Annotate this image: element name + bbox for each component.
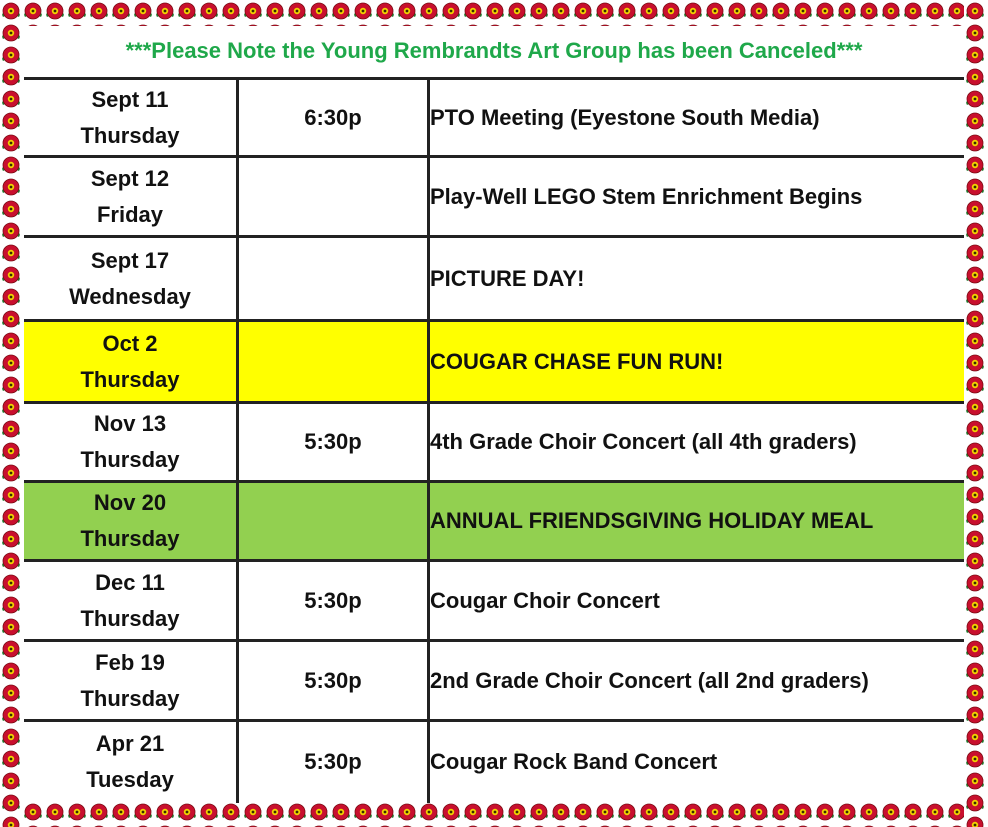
event-day: Thursday xyxy=(80,526,180,551)
event-date: Oct 2 xyxy=(102,330,158,356)
event-time xyxy=(238,321,429,403)
date-cell xyxy=(24,721,238,803)
event-date: Sept 12 xyxy=(90,165,170,191)
date-cell xyxy=(24,237,238,321)
date-cell xyxy=(24,482,238,561)
event-name: PTO Meeting (Eyestone South Media) xyxy=(429,79,965,157)
event-name: Play-Well LEGO Stem Enrichment Begins xyxy=(429,157,965,237)
event-time: 6:30p xyxy=(238,79,429,157)
table-row xyxy=(24,79,964,157)
event-date: Feb 19 xyxy=(95,649,165,675)
table-row xyxy=(24,403,964,482)
table-row xyxy=(24,237,964,321)
flower-border-bottom xyxy=(0,801,988,827)
event-time: 5:30p xyxy=(238,641,429,721)
red-flower-icon xyxy=(0,801,988,827)
date-cell xyxy=(24,641,238,721)
event-name: PICTURE DAY! xyxy=(429,237,965,321)
event-name: ANNUAL FRIENDSGIVING HOLIDAY MEAL xyxy=(429,482,965,561)
event-date: Nov 13 xyxy=(93,411,167,436)
date-cell xyxy=(24,403,238,482)
event-time xyxy=(238,237,429,321)
date-cell xyxy=(24,79,238,157)
event-day: Tuesday xyxy=(86,767,174,793)
event-date: Dec 11 xyxy=(95,569,165,595)
event-date: Sept 11 xyxy=(91,86,169,112)
red-flower-icon xyxy=(0,0,24,827)
table-row xyxy=(24,482,964,561)
event-time xyxy=(238,482,429,561)
flower-border-right xyxy=(964,0,988,827)
event-day: Thursday xyxy=(80,605,180,631)
date-cell xyxy=(24,157,238,237)
event-name: 4th Grade Choir Concert (all 4th graders) xyxy=(429,403,965,482)
event-day: Thursday xyxy=(80,366,180,392)
flower-border-top xyxy=(0,0,988,26)
date-cell xyxy=(24,561,238,641)
event-date: Apr 21 xyxy=(95,731,165,757)
event-day: Friday xyxy=(96,201,164,227)
table-row xyxy=(24,641,964,721)
date-cell xyxy=(24,321,238,403)
event-name: Cougar Rock Band Concert xyxy=(429,721,965,803)
cancellation-notice: ***Please Note the Young Rembrandts Art Group has been Canceled*** xyxy=(125,38,863,63)
table-row xyxy=(24,561,964,641)
flower-border-left xyxy=(0,0,24,827)
event-name: Cougar Choir Concert xyxy=(429,561,965,641)
red-flower-icon xyxy=(0,0,988,26)
event-time: 5:30p xyxy=(238,721,429,803)
table-row xyxy=(24,721,964,803)
event-day: Wednesday xyxy=(69,283,191,309)
red-flower-icon xyxy=(964,0,988,827)
events-table xyxy=(24,77,964,803)
table-row xyxy=(24,321,964,403)
event-name: 2nd Grade Choir Concert (all 2nd graders) xyxy=(429,641,965,721)
event-time: 5:30p xyxy=(238,403,429,482)
event-day: Thursday xyxy=(80,447,180,472)
event-day: Thursday xyxy=(80,122,180,148)
event-time xyxy=(238,157,429,237)
event-date: Sept 17 xyxy=(90,247,170,273)
event-day: Thursday xyxy=(80,685,180,711)
event-name: COUGAR CHASE FUN RUN! xyxy=(429,321,965,403)
event-time: 5:30p xyxy=(238,561,429,641)
event-date: Nov 20 xyxy=(93,490,167,515)
table-row xyxy=(24,157,964,237)
